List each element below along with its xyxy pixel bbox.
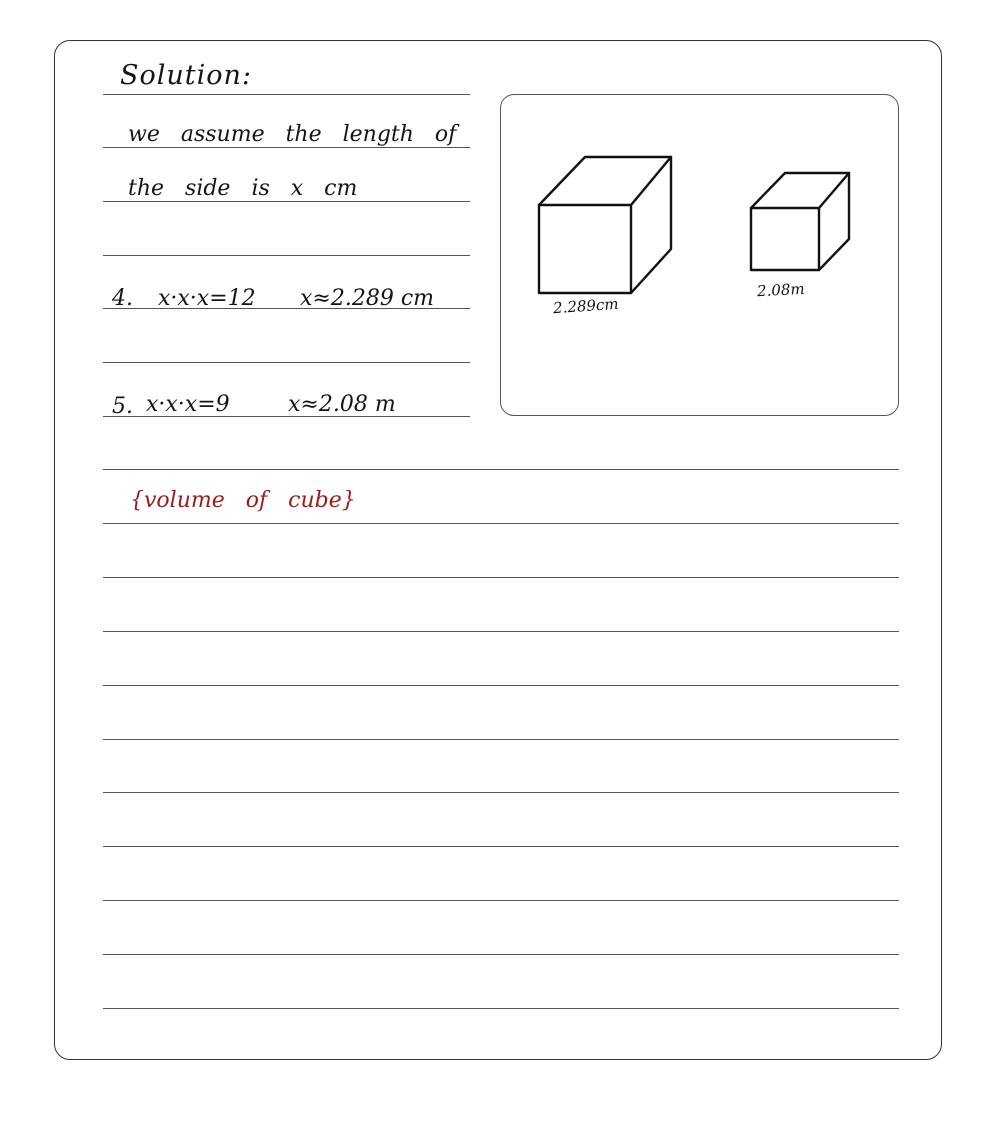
large-cube-front-face xyxy=(539,205,631,293)
small-cube-top-face xyxy=(751,173,849,208)
rule-line xyxy=(103,900,899,901)
large-cube-side-face xyxy=(631,157,671,293)
rule-line xyxy=(103,147,470,148)
rule-line xyxy=(103,685,899,686)
rule-line xyxy=(103,362,470,363)
problem-4-number: 4. xyxy=(112,286,133,311)
problem-5-equation: x·x·x=9 xyxy=(146,392,230,417)
rule-line xyxy=(103,739,899,740)
cube-figure-box xyxy=(500,94,899,416)
rule-line xyxy=(103,577,899,578)
problem-5-number: 5. xyxy=(112,394,133,419)
rule-line xyxy=(103,469,899,470)
assumption-line-1: we assume the length of xyxy=(128,122,457,147)
problem-5-result: x≈2.08 m xyxy=(288,392,396,417)
small-cube-front-face xyxy=(751,208,819,270)
rule-line xyxy=(103,1008,899,1009)
small-cube-side-face xyxy=(819,173,849,270)
problem-4-result: x≈2.289 cm xyxy=(300,286,434,311)
rule-line xyxy=(103,523,899,524)
large-cube-side-label: 2.289cm xyxy=(552,294,620,318)
small-cube-side-label: 2.08m xyxy=(756,279,806,301)
rule-line xyxy=(103,201,470,202)
rule-line xyxy=(103,94,470,95)
small-cube xyxy=(751,173,849,270)
rule-line xyxy=(103,255,470,256)
problem-4-equation: x·x·x=12 xyxy=(158,286,256,311)
cube-drawing xyxy=(501,95,900,417)
rule-line xyxy=(103,631,899,632)
assumption-line-2: the side is x cm xyxy=(128,176,358,201)
rule-line xyxy=(103,954,899,955)
rule-line xyxy=(103,792,899,793)
rule-line xyxy=(103,846,899,847)
solution-title: Solution: xyxy=(120,60,253,91)
large-cube-top-face xyxy=(539,157,671,205)
large-cube xyxy=(539,157,671,293)
note-volume-of-cube: {volume of cube} xyxy=(130,488,356,513)
